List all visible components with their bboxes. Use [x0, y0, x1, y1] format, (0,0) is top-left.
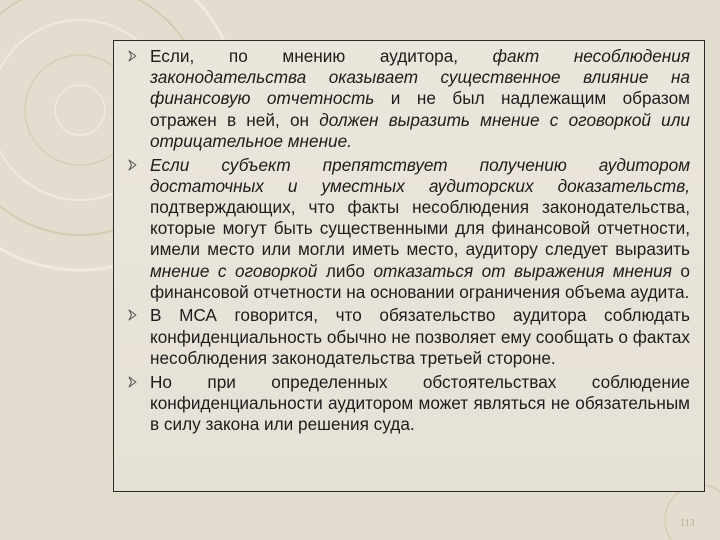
text-segment: Если, по мнению аудитора, [150, 46, 493, 66]
page-number: 113 [680, 518, 695, 529]
text-segment: о финансовой отчетности на основании ограничения объема аудита. [150, 260, 690, 302]
chevron-arrow-bullet-icon [128, 309, 138, 321]
bullet-item [128, 155, 690, 303]
text-segment: В МСА говорится, что обязательство аудитора соблюдать конфиденциальность обычно не позволяет ему сообщать о фактах несоблюдения законодательства третьей стороне. [150, 305, 691, 368]
chevron-arrow-bullet-icon [128, 50, 138, 62]
italic-text-segment: факт несоблюдения законодательства оказывает существенное влияние на финансовую отчетность [150, 46, 690, 109]
italic-text-segment: мнение с оговоркой [150, 260, 318, 281]
text-segment: Но при определенных обстоятельствах соблюдение конфиденциальности аудитором может являться не обязательным в силу закона или решения суда. [150, 371, 690, 434]
bullet-text [150, 46, 690, 152]
italic-text-segment: отказаться от выражения мнения [373, 260, 672, 281]
italic-text-segment: Если субъект препятствует получению аудитором достаточных и уместных аудиторских доказательств, [150, 154, 690, 196]
bullet-list [128, 46, 690, 438]
bullet-item [128, 46, 690, 152]
chevron-arrow-bullet-icon [128, 376, 138, 388]
bullet-text [150, 155, 690, 303]
bullet-text [150, 305, 690, 369]
text-segment: либо [317, 260, 374, 281]
text-segment: и не был надлежащим образом отражен в ней, он [150, 88, 690, 130]
chevron-arrow-bullet-icon [128, 159, 138, 171]
text-segment: подтверждающих, что факты несоблюдения законодательства, которые могут быть существенными для финансовой отчетности, имели место или могли иметь место, аудитору следует выразить [150, 196, 690, 260]
bullet-text [150, 372, 690, 436]
italic-text-segment: должен выразить мнение с оговоркой или отрицательное мнение. [150, 109, 690, 151]
bullet-item [128, 372, 690, 436]
bullet-item [128, 305, 690, 369]
